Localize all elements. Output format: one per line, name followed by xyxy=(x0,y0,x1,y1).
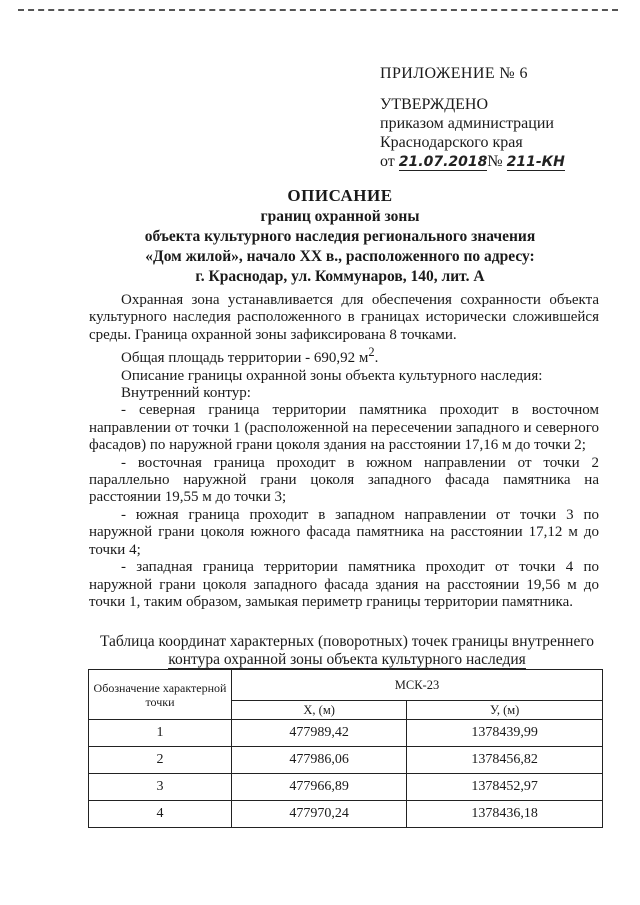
approved-heading: УТВЕРЖДЕНО xyxy=(380,96,489,113)
area-text: Общая площадь территории - 690,92 м xyxy=(121,350,369,367)
handwritten-number: 211-КН xyxy=(506,154,565,170)
point-x: 477966,89 xyxy=(232,774,407,801)
point-number: 4 xyxy=(89,801,232,828)
paragraph-north-boundary: - северная граница территории памятника проходит в восточном направлении от точки 1 (расположенной на пересечении западного и северного фасадов) по наружной грани цоколя здания на расстоянии 17,16 м до точки 2; xyxy=(89,402,599,454)
header-x: X, (м) xyxy=(232,701,407,720)
point-y: 1378436,18 xyxy=(407,801,603,828)
paragraph-boundary-heading: Описание границы охранной зоны объекта культурного наследия: xyxy=(121,367,543,384)
point-number: 1 xyxy=(89,720,232,747)
table-row xyxy=(89,801,603,828)
area-unit-exponent: 2 xyxy=(368,345,375,360)
scan-top-edge xyxy=(18,0,618,11)
header-designation: Обозначение характерной точки xyxy=(89,670,232,720)
table-caption-line-1: Таблица координат характерных (поворотных) точек границы внутреннего xyxy=(99,633,595,650)
title-line-4: г. Краснодар, ул. Коммунаров, 140, лит. А xyxy=(195,268,485,285)
date-prefix: от xyxy=(380,153,395,170)
point-number: 3 xyxy=(89,774,232,801)
point-x: 477989,42 xyxy=(232,720,407,747)
description-body xyxy=(89,292,599,611)
point-y: 1378452,97 xyxy=(407,774,603,801)
title-line-1: границ охранной зоны xyxy=(260,208,420,225)
handwritten-date: 21.07.2018 xyxy=(398,154,488,170)
point-x: 477986,06 xyxy=(232,747,407,774)
header-coordinate-system: МСК-23 xyxy=(232,670,603,701)
table-row xyxy=(89,774,603,801)
point-number: 2 xyxy=(89,747,232,774)
approval-block xyxy=(380,64,565,171)
paragraph-inner-contour: Внутренний контур: xyxy=(121,385,251,402)
paragraph-east-boundary: - восточная граница проходит в южном направлении от точки 2 параллельно наружной грани цоколя западного фасада памятника на расстоянии 19,55 м до точки 3; xyxy=(89,454,599,506)
annex-number: ПРИЛОЖЕНИЕ № 6 xyxy=(380,65,528,82)
paragraph-south-boundary: - южная граница проходит в западном направлении от точки 3 по наружной грани цоколя южного фасада памятника на расстоянии 17,12 м до точки 4; xyxy=(89,506,599,558)
number-prefix: № xyxy=(487,153,503,170)
approval-line-1: приказом администрации xyxy=(380,115,554,132)
document-title: ОПИСАНИЕ xyxy=(287,186,393,205)
point-y: 1378456,82 xyxy=(407,747,603,774)
paragraph-purpose: Охранная зона устанавливается для обеспечения сохранности объекта культурного наследия расположенного в границах исторически сложившейся среды. Граница охранной зоны зафиксирована 8 точками. xyxy=(89,292,599,343)
coordinates-table xyxy=(88,669,603,828)
table-caption-line-2: контура охранной зоны объекта культурного наследия xyxy=(168,651,526,668)
header-y: У, (м) xyxy=(407,701,603,720)
point-x: 477970,24 xyxy=(232,801,407,828)
approval-date-line xyxy=(380,152,565,171)
document-title-block xyxy=(60,185,620,287)
title-line-3: «Дом жилой», начало XX в., расположенного по адресу: xyxy=(145,248,535,265)
table-row xyxy=(89,747,603,774)
table-caption xyxy=(92,633,602,669)
paragraph-west-boundary: - западная граница территории памятника проходит от точки 4 по наружной грани цоколя западного фасада здания на расстоянии 19,56 м до точки 1, таким образом, замыкая периметр границы территории памятника. xyxy=(89,559,599,610)
paragraph-area xyxy=(89,344,599,367)
title-line-2: объекта культурного наследия регионального значения xyxy=(144,228,536,245)
table-row xyxy=(89,720,603,747)
approval-line-2: Краснодарского края xyxy=(380,134,523,151)
area-suffix: . xyxy=(374,350,379,367)
point-y: 1378439,99 xyxy=(407,720,603,747)
